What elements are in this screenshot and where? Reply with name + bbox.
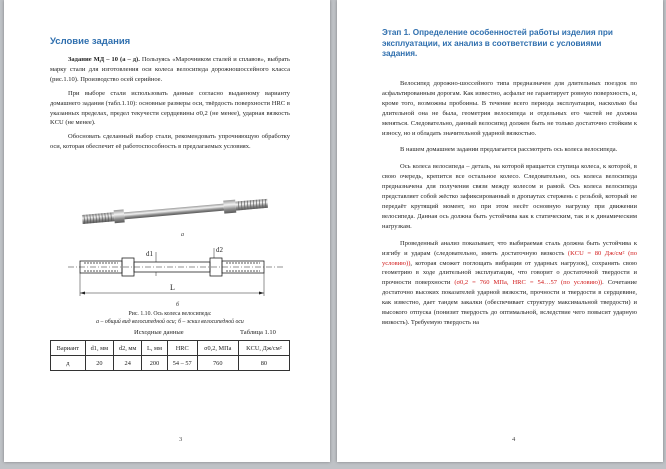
left-page-heading: Условие задания [50,36,131,47]
axle-photo [74,190,274,234]
table-cell: 20 [85,356,113,371]
page-number: 4 [512,436,516,443]
figure-caption-line2: а – общий вид велосипедной оси; б – эскиз велосипедной оси [96,319,244,325]
table-header-cell: Вариант [51,341,86,356]
table-cell: 80 [238,356,289,371]
figure-caption-line1: Рис. 1.10. Ось колеса велосипеда: [128,311,212,317]
length-label: L [170,283,175,292]
right-page-body [382,79,637,335]
axle-description-paragraph: Ось колеса велосипеда – деталь, на которой вращается ступица колеса, к которой, в свою очередь, крепится все остальное колесо. Следовательно, ось колеса велосипеда предназначена для получения связи между колесом и рамой. Ось колеса велосипеда представляет собой жёстко зафиксированный в дропаутах стержень с резьбой, который не передаёт крутящий момент, но при этом несёт основную нагрузку при движении велосипеда. Данная ось должна быть устойчива как к статическим, так и к динамическим нагрузкам. [382,163,637,230]
table-cell: 54 – 57 [167,356,197,371]
task-text: Пользуясь «Марочником сталей и сплавов», выбрать марку стали для изготовления оси колеса велосипеда дорожношоссейного класса (рис.1.10). Производство осей серийное. [50,56,290,83]
analysis-text-c: . Сочетание достаточно высоких показателей ударной вязкости, прочности и твердости в сердцевине, как известно, дает тандем закалки (обеспечивает структуру максимальной твердости) и высокого отпуска (понизит твердость до оптимальной, вследствие чего повысит ударную вязкость). Требуемую твердость на [382,279,637,326]
task-paragraph [50,55,290,85]
justification-paragraph: Обосновать сделанный выбор стали, рекомендовать упрочняющую обработку оси, которая обеспечит её работоспособность в предлагаемых условиях. [50,133,290,151]
table-cell: 24 [114,356,142,371]
bicycle-paragraph: Велосипед дорожно-шоссейного типа предназначен для длительных поездок по асфальтированным дорогам. Как известно, асфальт не гарантирует ровную поверхность, и, кроме того, возможны пробоины. В течение всего периода эксплуатации, насколько бы длительной она не была, геометрия велосипеда и отдельных его частей не должна меняться. Следовательно, данный велосипед должен быть не только достаточно стойким к износу, но и обладать значительной ударной вязкостью. [382,80,637,137]
figure-caption [50,310,290,326]
table-header-cell: d2, мм [114,341,142,356]
table-header-cell: HRC [167,341,197,356]
table-cell: 200 [142,356,167,371]
table-row [51,356,290,371]
strength-highlight: (σ0,2 = 760 МПа, HRC = 54…57 (по условию)) [454,279,603,287]
table-header-row [51,341,290,356]
table-cell: д [51,356,86,371]
requirements-paragraph: При выборе стали использовать данные согласно выданному варианту домашнего задания (табл.1.10): основные размеры оси, твёрдость поверхности HRC в указанных пределах, предел текучести сердцевины σ0,2 (не менее), ударная вязкость KCU (не менее). [50,89,290,127]
table-cell: 760 [197,356,238,371]
drawing-label: б [176,302,180,308]
analysis-text-b: , которая сможет поглощать вибрации от ударных нагрузок), сохранять свою геометрию в ходе длительной эксплуатации, что говорит о достаточной твердости и прочности поверхности [382,259,637,287]
table-header-cell: L, мм [142,341,167,356]
left-page-body [50,55,290,156]
photo-label: а [181,232,184,238]
d2-label: d2 [216,246,223,254]
assignment-paragraph: В нашем домашнем задании предлагается рассмотреть ось колеса велосипеда. [400,146,618,154]
source-data-label: Исходные данные [134,329,184,336]
analysis-text-a: Проведенный анализ показывает, что выбираемая сталь должна быть устойчива к изгибу и ударам (следовательно, иметь достаточную вязкость [382,239,637,257]
table-header-cell: KCU, Дж/см² [238,341,289,356]
axle-drawing [66,238,286,304]
table-label: Таблица 1.10 [240,329,276,336]
right-page-heading: Этап 1. Определение особенностей работы изделия при эксплуатации, их анализ в соответствии с условиями задания. [382,28,613,58]
d1-label: d1 [146,250,153,258]
table-header-cell: σ0,2, МПа [197,341,238,356]
source-data-table [50,340,290,371]
table-header-cell: d1, мм [85,341,113,356]
page-number: 3 [179,436,183,443]
left-page [4,0,330,462]
right-page [337,0,663,462]
kcu-highlight: (KCU = 80 Дж/см² (по условию)) [382,249,637,267]
task-id: Задание МД – 10 (а – д). [68,56,140,63]
analysis-paragraph [382,239,637,328]
